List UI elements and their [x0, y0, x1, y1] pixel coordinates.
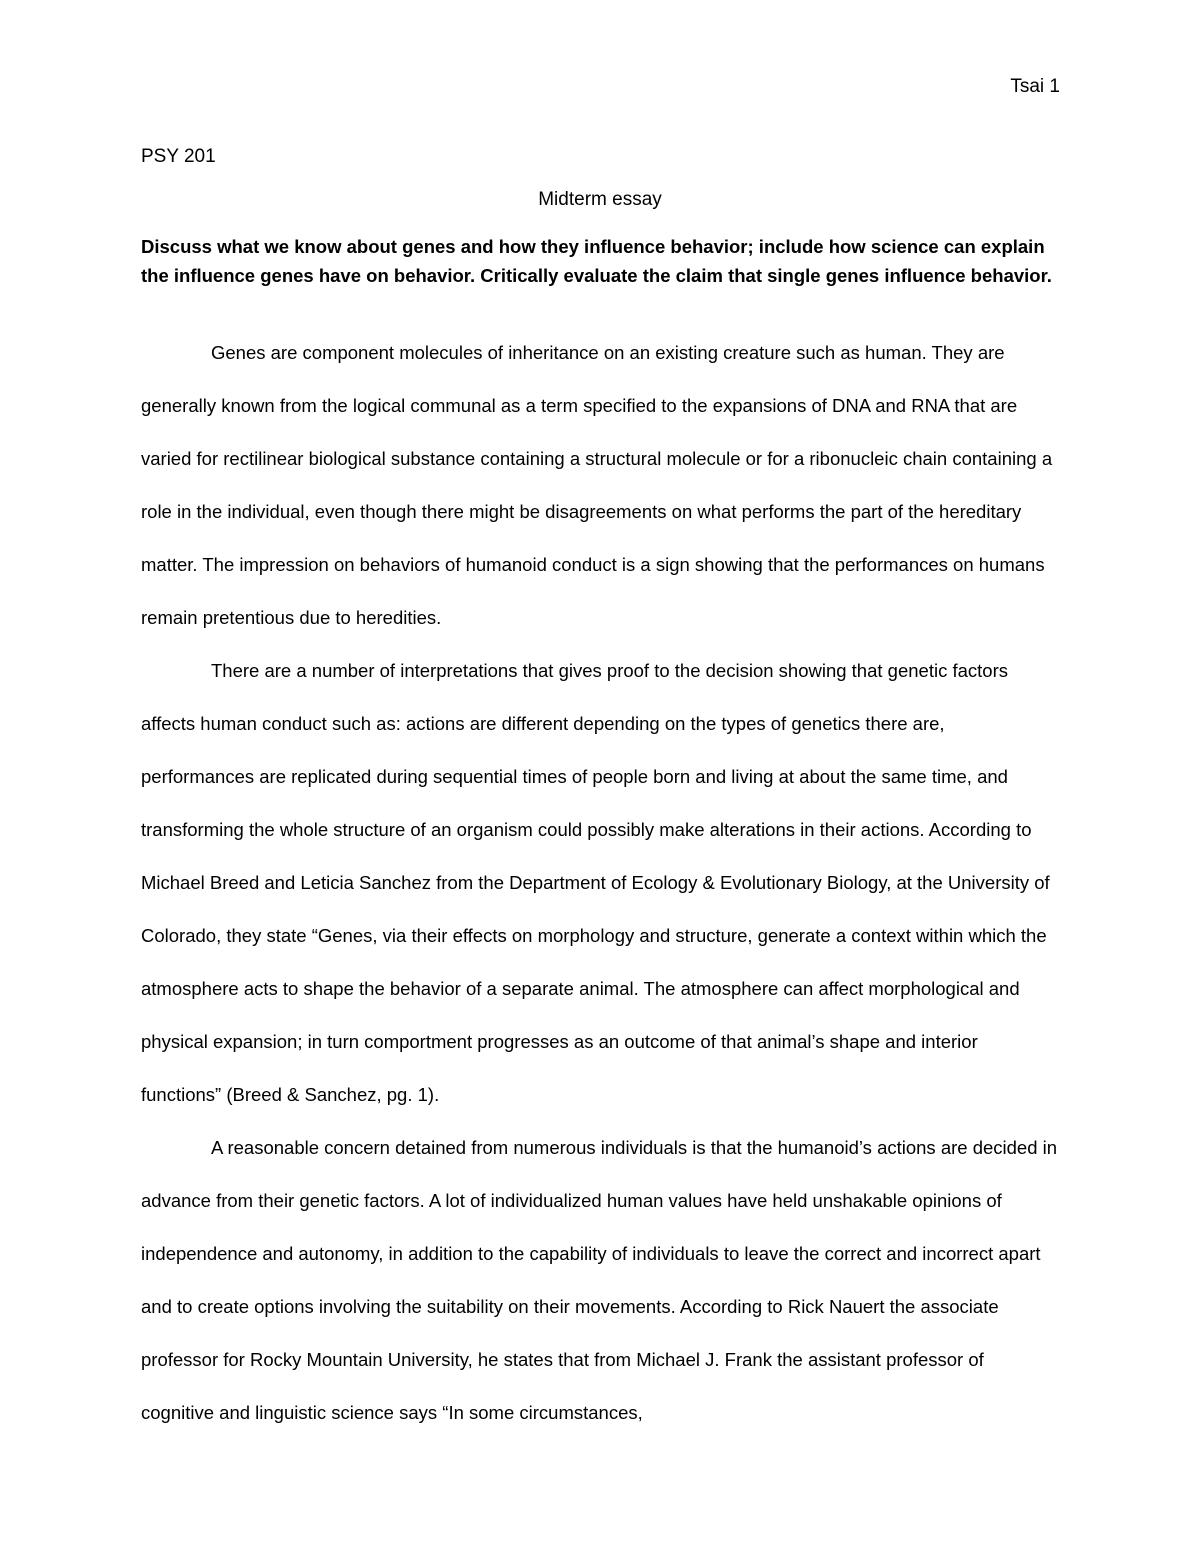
page-header: Tsai 1 — [1010, 76, 1060, 97]
essay-body — [141, 326, 1061, 1439]
body-paragraph-3: A reasonable concern detained from numerous individuals is that the humanoid’s actions are decided in advance from their genetic factors. A lot of individualized human values have held unshakable opinions of independence and autonomy, in addition to the capability of individuals to leave the correct and incorrect apart and to create options involving the suitability on their movements. According to Rick Nauert the associate professor for Rocky Mountain University, he states that from Michael J. Frank the assistant professor of cognitive and linguistic science says “In some circumstances, — [141, 1137, 1058, 1423]
essay-title: Midterm essay — [538, 189, 662, 210]
body-paragraph-1: Genes are component molecules of inheritance on an existing creature such as human. They are generally known from the logical communal as a term specified to the expansions of DNA and RNA that are varied for rectilinear biological substance containing a structural molecule or for a ribonucleic chain containing a role in the individual, even though there might be disagreements on what performs the part of the hereditary matter. The impression on behaviors of humanoid conduct is a sign showing that the performances on humans remain pretentious due to heredities. — [141, 342, 1053, 628]
essay-prompt: Discuss what we know about genes and how they influence behavior; include how science can explain the influence genes have on behavior. Critically evaluate the claim that single genes influence behavior. — [141, 236, 1052, 286]
body-paragraph-2: There are a number of interpretations that gives proof to the decision showing that genetic factors affects human conduct such as: actions are different depending on the types of genetics there are, performances are replicated during sequential times of people born and living at about the same time, and transforming the whole structure of an organism could possibly make alterations in their actions. According to Michael Breed and Leticia Sanchez from the Department of Ecology & Evolutionary Biology, at the University of Colorado, they state “Genes, via their effects on morphology and structure, generate a context within which the atmosphere acts to shape the behavior of a separate animal. The atmosphere can affect morphological and physical expansion; in turn comportment progresses as an outcome of that animal’s shape and interior functions” (Breed & Sanchez, pg. 1). — [141, 660, 1050, 1105]
course-label: PSY 201 — [141, 146, 216, 167]
